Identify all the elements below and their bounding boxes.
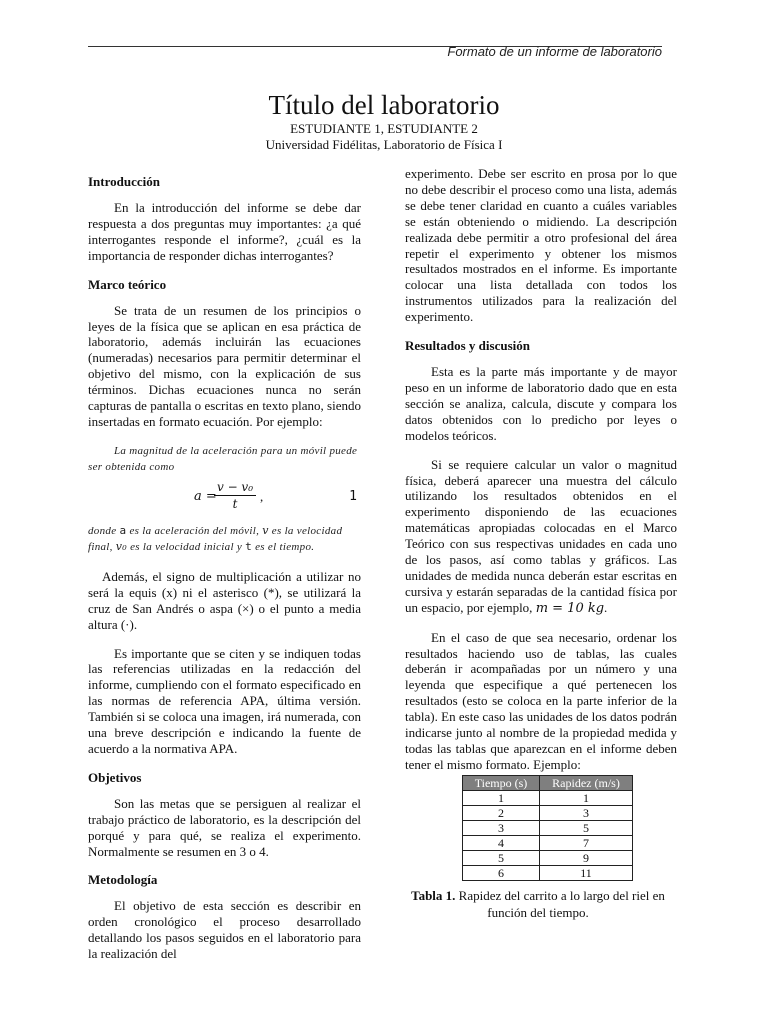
table-cell: 2 (463, 805, 540, 820)
metodologia-continued: experimento. Debe ser escrito en prosa por lo que no debe describir el proceso como una lista, además se debe tener claridad en cuanto a cuáles variables se están obteniendo o midiendo. La descripción realizada debe permitir a otro profesional del área repetir el experimento y obtener los mismos resultados mostrados en el informe. Es importante colocar una lista detallada con todos los instrumentos utilizados para la realización del experimento. (405, 166, 677, 325)
symbol-v0: v₀ (115, 539, 128, 553)
equation-number: 1 (349, 488, 357, 504)
data-table (462, 775, 633, 881)
symbol-a: a (119, 523, 127, 537)
left-column (88, 174, 361, 975)
table-cell: 7 (540, 835, 633, 850)
table-row (463, 805, 633, 820)
calculation-paragraph (405, 457, 677, 617)
equation-denominator: t (232, 496, 238, 511)
equation-1 (88, 479, 361, 519)
table-cell: 1 (540, 790, 633, 805)
marco-paragraph: Se trata de un resumen de los principios o leyes de la física que se aplican en esa práctica de laboratorio, además incluirán las ecuaciones (numeradas) necesarios para permitir determinar el objetivo del mismo, con la explicación de sus términos. Dichas ecuaciones nunca no serán capturas de pantalla o escritas en texto plano, siendo insertadas en formato ecuación. Por ejemplo: (88, 302, 361, 429)
tables-paragraph: En el caso de que sea necesario, ordenar los resultados haciendo uso de tablas, las cuales deberán ir acompañadas por un número y una leyenda que especifique a qué pertenecen los resultados (esto se coloca en la parte inferior de la tabla). En este caso las unidades de los datos podrán indicarse junto al nombre de la propiedad medida y todas las tablas que aparezcan en el informe deben tener el mismo formato. Ejemplo: (405, 629, 677, 772)
objetivos-paragraph: Son las metas que se persiguen al realizar el trabajo práctico de laboratorio, es la descripción del porqué y para qué, se realiza el experimento. Normalmente se resumen en 3 o 4. (88, 795, 361, 859)
equation-numerator: v − v₀ (214, 479, 256, 496)
table-cell: 5 (540, 820, 633, 835)
table-caption-text: Rapidez del carrito a lo largo del riel en función del tiempo. (458, 887, 665, 920)
table-cell: 3 (540, 805, 633, 820)
resultados-paragraph: Esta es la parte más importante y de mayor peso en un informe de laboratorio dado que en esta sección se analiza, calcula, discute y compara los datos obtenidos con lo predicho por leyes o modelos teóricos. (405, 364, 677, 443)
symbol-t: t (245, 539, 253, 553)
equation-fraction (214, 479, 256, 512)
table-header-speed: Rapidez (m/s) (540, 775, 633, 790)
right-column (405, 166, 677, 921)
table-row (463, 820, 633, 835)
intro-paragraph: En la introducción del informe se debe dar respuesta a dos preguntas muy importantes: ¿a qué interrogantes responde el informe?, ¿cuál es la importancia de responder dichas interrogantes? (88, 200, 361, 263)
report-title: Título del laboratorio (268, 90, 500, 120)
calculation-example: m = 10 kg (535, 600, 605, 616)
table-cell: 11 (540, 865, 633, 880)
table-caption-label: Tabla 1. (411, 887, 456, 903)
table-cell: 6 (463, 865, 540, 880)
symbol-v: v (262, 523, 269, 537)
table-header-row (463, 775, 633, 790)
equation-where (88, 523, 361, 555)
metodologia-heading: Metodología (88, 872, 158, 888)
affiliation: Universidad Fidélitas, Laboratorio de Física I (265, 137, 503, 152)
table-cell: 4 (463, 835, 540, 850)
where-t-text: es el tiempo. (255, 540, 315, 553)
table-cell: 1 (463, 790, 540, 805)
table-header-time: Tiempo (s) (463, 775, 540, 790)
multiplication-paragraph: Además, el signo de multiplicación a utilizar no será la equis (x) ni el asterisco (*), se utilizará la cruz de San Andrés o aspa (×) o el punto a media altura (·). (88, 568, 361, 632)
apa-paragraph: Es importante que se citen y se indiquen todas las referencias utilizadas en la redacción del informe, cumpliendo con el formato especificado en las normas de referencia APA, última versión. También si se coloca una imagen, irá numerada, con una breve descripción e indicando la fuente de acuerdo a la normativa APA. (88, 645, 361, 756)
where-v0-text: es la velocidad inicial y (130, 540, 243, 553)
table-row (463, 790, 633, 805)
resultados-heading: Resultados y discusión (405, 338, 530, 354)
calculation-text: Si se requiere calcular un valor o magnitud física, deberá aparecer una muestra del cálculo utilizando los resultados obtenidos en el experimento disponiendo de las ecuaciones matemáticas apropiadas colocadas en el Marco Teórico con sus respectivas unidades en cada uno de los pasos, así como tablas y gráficos. Las unidades de medida nunca deberán estar escritas en cursiva y estarán separadas de la cantidad física por un espacio, por ejemplo, (405, 456, 677, 615)
calculation-end: . (604, 599, 608, 615)
equation-comma: , (260, 488, 264, 504)
table-cell: 5 (463, 850, 540, 865)
table-cell: 9 (540, 850, 633, 865)
table-row (463, 835, 633, 850)
equation-lhs: a = (194, 488, 217, 504)
where-v-text: es la velocidad final, (88, 524, 343, 553)
authors: ESTUDIANTE 1, ESTUDIANTE 2 (290, 121, 478, 136)
table-caption (399, 887, 677, 921)
example-intro: La magnitud de la aceleración para un móvil puede ser obtenida como (88, 444, 358, 473)
table-row (463, 850, 633, 865)
table-row (463, 865, 633, 880)
objetivos-heading: Objetivos (88, 769, 142, 785)
marco-heading: Marco teórico (88, 276, 167, 292)
metodologia-paragraph: El objetivo de esta sección es describir en orden cronológico el proceso desarrollado detallando los pasos seguidos en el laboratorio para la realización del (88, 898, 361, 962)
where-a-text: es la aceleración del móvil, (129, 524, 260, 537)
table-cell: 3 (463, 820, 540, 835)
running-head: Formato de un informe de laboratorio (447, 44, 662, 59)
where-word: donde (88, 524, 117, 537)
intro-heading: Introducción (88, 174, 160, 189)
